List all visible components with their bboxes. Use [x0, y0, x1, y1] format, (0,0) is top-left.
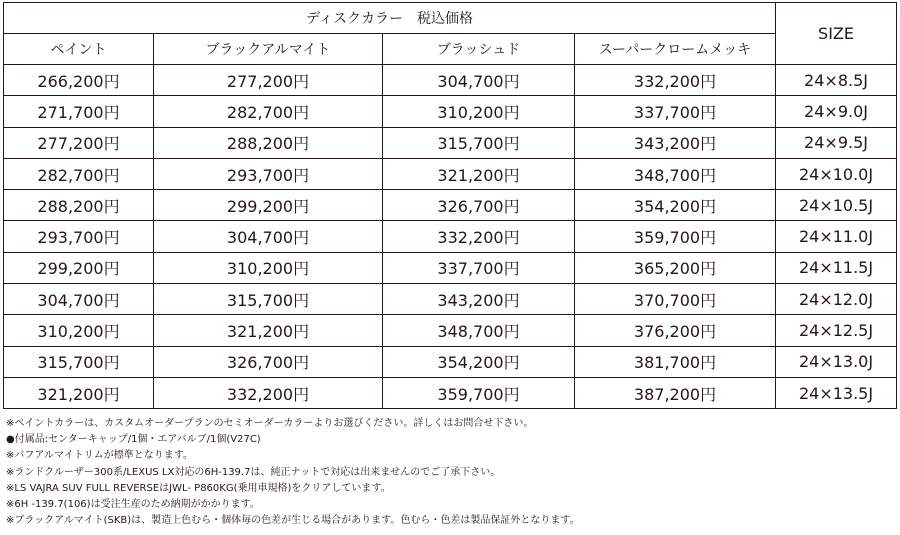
size-cell: 24×13.5J [776, 377, 897, 408]
size-cell: 24×9.5J [776, 127, 897, 158]
table-row [4, 252, 897, 283]
price-cell-black-alumite: 293,700円 [154, 158, 383, 189]
price-cell-black-alumite: 299,200円 [154, 190, 383, 221]
table-row [4, 96, 897, 127]
table-row [4, 284, 897, 315]
price-cell-super-chrome: 370,700円 [575, 284, 776, 315]
note-buff-alumite-rim: ※バフアルマイトリムが標準となります。 [6, 450, 193, 462]
price-cell-super-chrome: 343,200円 [575, 127, 776, 158]
price-cell-paint: 293,700円 [4, 221, 154, 252]
price-cell-paint: 315,700円 [4, 346, 154, 377]
size-cell: 24×9.0J [776, 96, 897, 127]
note-made-to-order: ※6H -139.7(106)は受注生産のため納期がかかります。 [6, 499, 260, 511]
table-row [4, 221, 897, 252]
price-cell-paint: 299,200円 [4, 252, 154, 283]
notes-block [6, 416, 896, 529]
price-cell-super-chrome: 376,200円 [575, 315, 776, 346]
table-row [4, 127, 897, 158]
note-jwl-standard: ※LS VAJRA SUV FULL REVERSEはJWL- P860KG(乗用車規格)をクリアしています。 [6, 482, 391, 494]
price-cell-super-chrome: 381,700円 [575, 346, 776, 377]
size-header: SIZE [776, 3, 897, 65]
col-header-black-alumite: ブラックアルマイト [154, 34, 383, 65]
price-cell-brushed: 326,700円 [383, 190, 575, 221]
price-cell-paint: 277,200円 [4, 127, 154, 158]
price-cell-super-chrome: 337,700円 [575, 96, 776, 127]
price-cell-super-chrome: 387,200円 [575, 377, 776, 408]
price-cell-black-alumite: 288,200円 [154, 127, 383, 158]
price-cell-black-alumite: 304,700円 [154, 221, 383, 252]
price-table-body [4, 65, 897, 409]
header-row-top [4, 3, 897, 34]
size-cell: 24×10.0J [776, 158, 897, 189]
price-cell-black-alumite: 310,200円 [154, 252, 383, 283]
price-cell-super-chrome: 354,200円 [575, 190, 776, 221]
table-row [4, 377, 897, 408]
price-cell-black-alumite: 315,700円 [154, 284, 383, 315]
price-cell-brushed: 343,200円 [383, 284, 575, 315]
price-cell-brushed: 359,700円 [383, 377, 575, 408]
size-cell: 24×12.0J [776, 284, 897, 315]
price-cell-super-chrome: 332,200円 [575, 65, 776, 96]
price-cell-paint: 321,200円 [4, 377, 154, 408]
table-row [4, 346, 897, 377]
price-cell-paint: 304,700円 [4, 284, 154, 315]
price-cell-black-alumite: 321,200円 [154, 315, 383, 346]
price-cell-black-alumite: 326,700円 [154, 346, 383, 377]
price-cell-brushed: 321,200円 [383, 158, 575, 189]
table-row [4, 158, 897, 189]
note-accessories: ●付属品:センターキャップ/1個・エアバルブ/1個(V27C) [6, 434, 261, 446]
header-row-columns [4, 34, 897, 65]
price-cell-super-chrome: 359,700円 [575, 221, 776, 252]
price-cell-paint: 266,200円 [4, 65, 154, 96]
table-row [4, 65, 897, 96]
note-paint-color: ※ペイントカラーは、カスタムオーダープランのセミオーダーカラーよりお選びください。詳しくはお問合せ下さい。 [6, 418, 534, 429]
price-cell-brushed: 304,700円 [383, 65, 575, 96]
table-row [4, 315, 897, 346]
col-header-super-chrome: スーパークロームメッキ [575, 34, 776, 65]
price-cell-paint: 288,200円 [4, 190, 154, 221]
size-cell: 24×13.0J [776, 346, 897, 377]
size-cell: 24×8.5J [776, 65, 897, 96]
price-cell-super-chrome: 365,200円 [575, 252, 776, 283]
price-cell-black-alumite: 277,200円 [154, 65, 383, 96]
size-cell: 24×10.5J [776, 190, 897, 221]
size-cell: 24×11.0J [776, 221, 897, 252]
price-cell-brushed: 315,700円 [383, 127, 575, 158]
price-cell-super-chrome: 348,700円 [575, 158, 776, 189]
price-cell-black-alumite: 282,700円 [154, 96, 383, 127]
price-cell-paint: 282,700円 [4, 158, 154, 189]
size-cell: 24×11.5J [776, 252, 897, 283]
price-table [3, 2, 897, 409]
table-row [4, 190, 897, 221]
price-cell-brushed: 337,700円 [383, 252, 575, 283]
price-cell-brushed: 332,200円 [383, 221, 575, 252]
price-cell-brushed: 354,200円 [383, 346, 575, 377]
note-land-cruiser-nut: ※ランドクルーザー300系/LEXUS LX対応の6H-139.7は、純正ナットで対応は出来ませんのでご了承下さい。 [6, 466, 501, 478]
price-cell-brushed: 310,200円 [383, 96, 575, 127]
price-cell-black-alumite: 332,200円 [154, 377, 383, 408]
price-cell-paint: 310,200円 [4, 315, 154, 346]
price-cell-paint: 271,700円 [4, 96, 154, 127]
disc-color-price-header: ディスクカラー 税込価格 [4, 3, 776, 34]
col-header-brushed: ブラッシュド [383, 34, 575, 65]
price-cell-brushed: 348,700円 [383, 315, 575, 346]
note-black-alumite-warranty: ※ブラックアルマイト(SKB)は、製造上色むら・個体毎の色差が生じる場合があります。色むら・色差は製品保証外となります。 [6, 515, 580, 527]
size-cell: 24×12.5J [776, 315, 897, 346]
col-header-paint: ペイント [4, 34, 154, 65]
